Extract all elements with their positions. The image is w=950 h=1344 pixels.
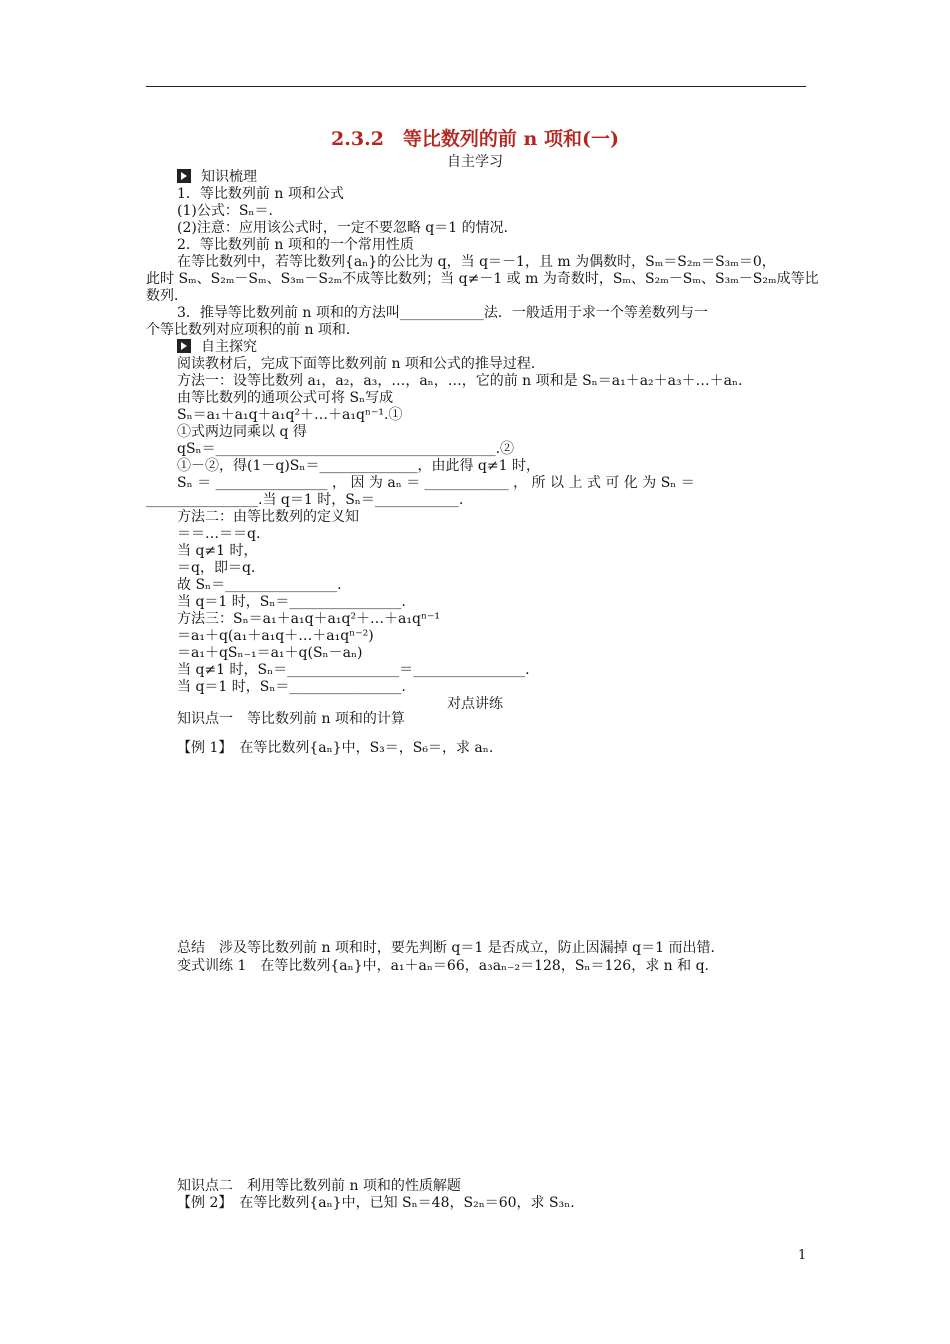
play-box-icon — [177, 339, 191, 353]
knowledge-heading — [177, 169, 257, 186]
explore-label: 自主探究 — [201, 339, 257, 355]
fill-blank-line: 当 q＝1 时，Sₙ＝________________. — [177, 679, 406, 695]
fill-blank-line: 当 q＝1 时，Sₙ＝________________. — [177, 594, 406, 610]
formula-line: ＝q，即＝q. — [177, 560, 256, 576]
fill-blank-line: ________________.当 q＝1 时，Sₙ＝____________. — [146, 492, 464, 508]
example-2: 【例 2】 在等比数列{aₙ}中，已知 Sₙ＝48，S₂ₙ＝60，求 S₃ₙ. — [177, 1195, 575, 1211]
text-line: 方法二：由等比数列的定义知 — [177, 509, 359, 525]
summary-line: 总结 涉及等比数列前 n 项和时，要先判断 q＝1 是否成立，防止因漏掉 q＝1 而出错． — [177, 940, 725, 956]
header-rule — [146, 86, 806, 87]
formula-line: ＝a₁＋q(a₁＋a₁q＋…＋a₁qⁿ⁻²) — [177, 628, 374, 644]
variant-training-1: 变式训练 1 在等比数列{aₙ}中，a₁＋aₙ＝66，a₃aₙ₋₂＝128，Sₙ＝126，求 n 和 q. — [177, 958, 709, 974]
text-line: (2)注意：应用该公式时，一定不要忽略 q＝1 的情况． — [177, 220, 518, 236]
text-line: 个等比数列对应项积的前 n 项和． — [146, 322, 360, 338]
knowledge-label: 知识梳理 — [201, 169, 257, 185]
formula-line: ＝a₁＋qSₙ₋₁＝a₁＋q(Sₙ－aₙ) — [177, 645, 363, 661]
page-title: 2.3.2 等比数列的前 n 项和(一) — [331, 128, 619, 150]
text-line: ①式两边同乘以 q 得 — [177, 424, 307, 440]
fill-blank-line: qSₙ＝________________________________________.② — [177, 441, 515, 457]
knowledge-point-2: 知识点二 利用等比数列前 n 项和的性质解题 — [177, 1178, 461, 1194]
explore-heading — [177, 339, 257, 356]
section-subtitle: 自主学习 — [447, 154, 503, 170]
example-1: 【例 1】 在等比数列{aₙ}中，S₃＝，S₆＝，求 aₙ. — [177, 740, 494, 756]
text-line: 此时 Sₘ、S₂ₘ－Sₘ、S₃ₘ－S₂ₘ不成等比数列；当 q≠－1 或 m 为奇数时，Sₘ、S₂ₘ－Sₘ、S₃ₘ－S₂ₘ成等比 — [146, 271, 819, 287]
fill-blank-line: Sₙ ＝ ________________ ， 因 为 aₙ ＝ ____________ ， 所 以 上 式 可 化 为 Sₙ ＝ — [177, 475, 695, 491]
text-line: 1．等比数列前 n 项和公式 — [177, 186, 344, 202]
text-line: 在等比数列中，若等比数列{aₙ}的公比为 q，当 q＝－1，且 m 为偶数时，Sₘ＝S₂ₘ＝S₃ₘ＝0， — [177, 254, 776, 270]
formula-line: 方法三：Sₙ＝a₁＋a₁q＋a₁q²＋…＋a₁qⁿ⁻¹ — [177, 611, 441, 627]
fill-blank-line: 当 q≠1 时，Sₙ＝________________＝________________. — [177, 662, 530, 678]
formula-line: Sₙ＝a₁＋a₁q＋a₁q²＋…＋a₁qⁿ⁻¹.① — [177, 407, 403, 423]
text-line: 当 q≠1 时， — [177, 543, 258, 559]
fill-blank-line: 故 Sₙ＝________________. — [177, 577, 342, 593]
page-number: 1 — [798, 1248, 807, 1263]
practice-heading: 对点讲练 — [447, 696, 503, 712]
formula-line: ＝＝…＝＝q. — [177, 526, 261, 542]
knowledge-point-1: 知识点一 等比数列前 n 项和的计算 — [177, 711, 405, 727]
text-line: 由等比数列的通项公式可将 Sₙ写成 — [177, 390, 394, 406]
text-line: 阅读教材后，完成下面等比数列前 n 项和公式的推导过程． — [177, 356, 545, 372]
text-line: (1)公式：Sₙ＝. — [177, 203, 273, 219]
fill-blank-line: ①－②，得(1－q)Sₙ＝______________，由此得 q≠1 时， — [177, 458, 540, 474]
play-box-icon — [177, 169, 191, 183]
text-line: 数列． — [146, 288, 188, 304]
text-line: 方法一：设等比数列 a₁，a₂，a₃，…，aₙ，…，它的前 n 项和是 Sₙ＝a₁＋a₂＋a₃＋…＋aₙ. — [177, 373, 743, 389]
text-line: 3．推导等比数列前 n 项和的方法叫____________法．一般适用于求一个等差数列与一 — [177, 305, 708, 321]
text-line: 2．等比数列前 n 项和的一个常用性质 — [177, 237, 414, 253]
